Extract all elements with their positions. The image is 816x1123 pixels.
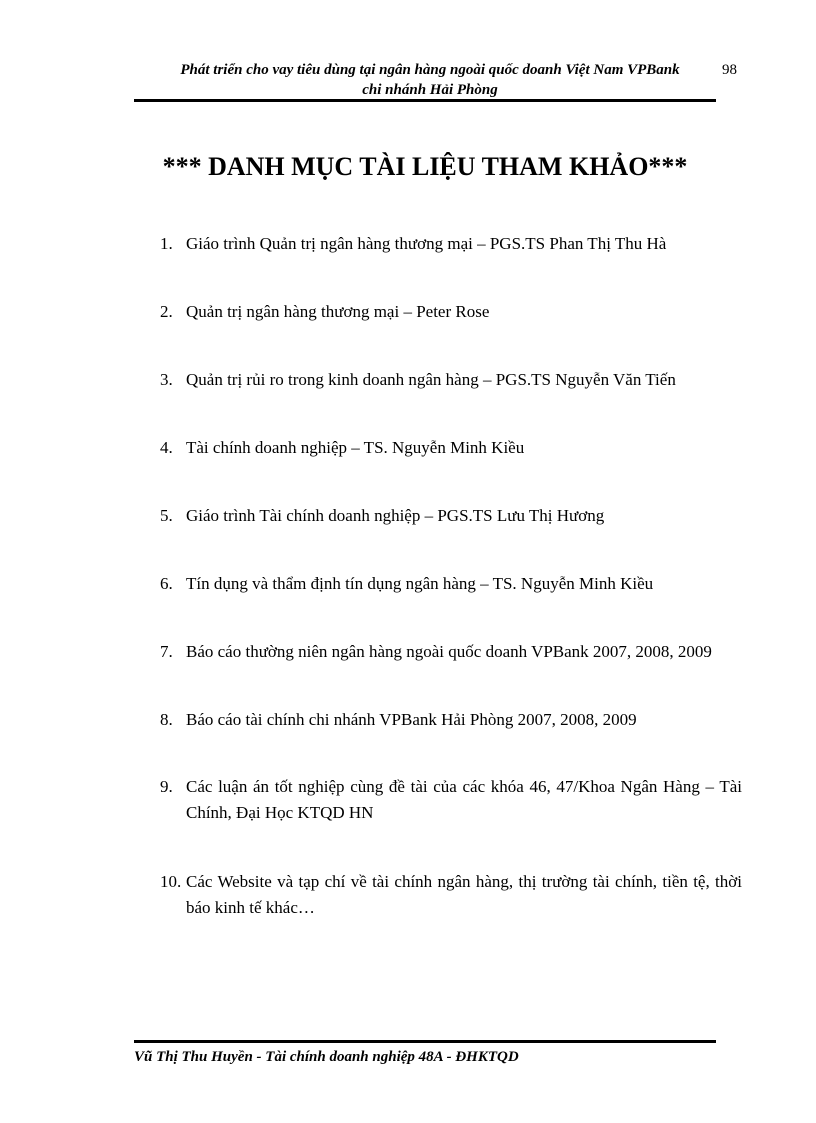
reference-item <box>160 571 742 597</box>
reference-text: Quản trị ngân hàng thương mại – Peter Rose <box>186 302 490 321</box>
page-number: 98 <box>722 62 737 78</box>
reference-item <box>160 299 742 325</box>
header-title-line-2: chi nhánh Hải Phòng <box>362 82 498 98</box>
reference-number: 9. <box>160 777 173 796</box>
reference-item <box>160 639 742 665</box>
reference-number: 7. <box>160 642 173 661</box>
reference-number: 5. <box>160 506 173 525</box>
reference-text: Giáo trình Quản trị ngân hàng thương mại – PGS.TS Phan Thị Thu Hà <box>186 234 667 253</box>
reference-item <box>160 503 742 529</box>
reference-text: Các luận án tốt nghiệp cùng đề tài của các khóa 46, 47/Khoa Ngân Hàng – Tài Chính, Đại Học KTQD HN <box>186 777 742 822</box>
reference-number: 8. <box>160 710 173 729</box>
page-header <box>134 60 716 100</box>
reference-number: 4. <box>160 438 173 457</box>
header-title-line-1: Phát triển cho vay tiêu dùng tại ngân hàng ngoài quốc doanh Việt Nam VPBank <box>180 62 680 78</box>
reference-number: 1. <box>160 234 173 253</box>
reference-number: 3. <box>160 370 173 389</box>
reference-text: Giáo trình Tài chính doanh nghiệp – PGS.TS Lưu Thị Hương <box>186 506 605 525</box>
reference-item <box>160 707 742 733</box>
reference-number: 6. <box>160 574 173 593</box>
reference-item <box>160 367 742 393</box>
reference-item <box>160 435 742 461</box>
reference-item <box>160 869 742 921</box>
reference-text: Các Website và tạp chí về tài chính ngân hàng, thị trường tài chính, tiền tệ, thời báo kinh tế khác… <box>186 872 742 917</box>
reference-item <box>160 774 742 826</box>
reference-number: 2. <box>160 302 173 321</box>
reference-text: Quản trị rủi ro trong kinh doanh ngân hàng – PGS.TS Nguyễn Văn Tiến <box>186 370 676 389</box>
reference-number: 10. <box>160 872 182 891</box>
reference-text: Tài chính doanh nghiệp – TS. Nguyễn Minh Kiều <box>186 438 525 457</box>
reference-text: Tín dụng và thẩm định tín dụng ngân hàng – TS. Nguyễn Minh Kiều <box>186 574 654 593</box>
page-title: *** DANH MỤC TÀI LIỆU THAM KHẢO*** <box>162 152 688 181</box>
reference-text: Báo cáo thường niên ngân hàng ngoài quốc doanh VPBank 2007, 2008, 2009 <box>186 642 712 661</box>
footer-rule <box>134 1040 716 1043</box>
reference-text: Báo cáo tài chính chi nhánh VPBank Hải Phòng 2007, 2008, 2009 <box>186 710 637 729</box>
header-rule <box>134 99 716 102</box>
reference-item <box>160 231 742 257</box>
page-footer: Vũ Thị Thu Huyền - Tài chính doanh nghiệp 48A - ĐHKTQD <box>134 1049 519 1065</box>
